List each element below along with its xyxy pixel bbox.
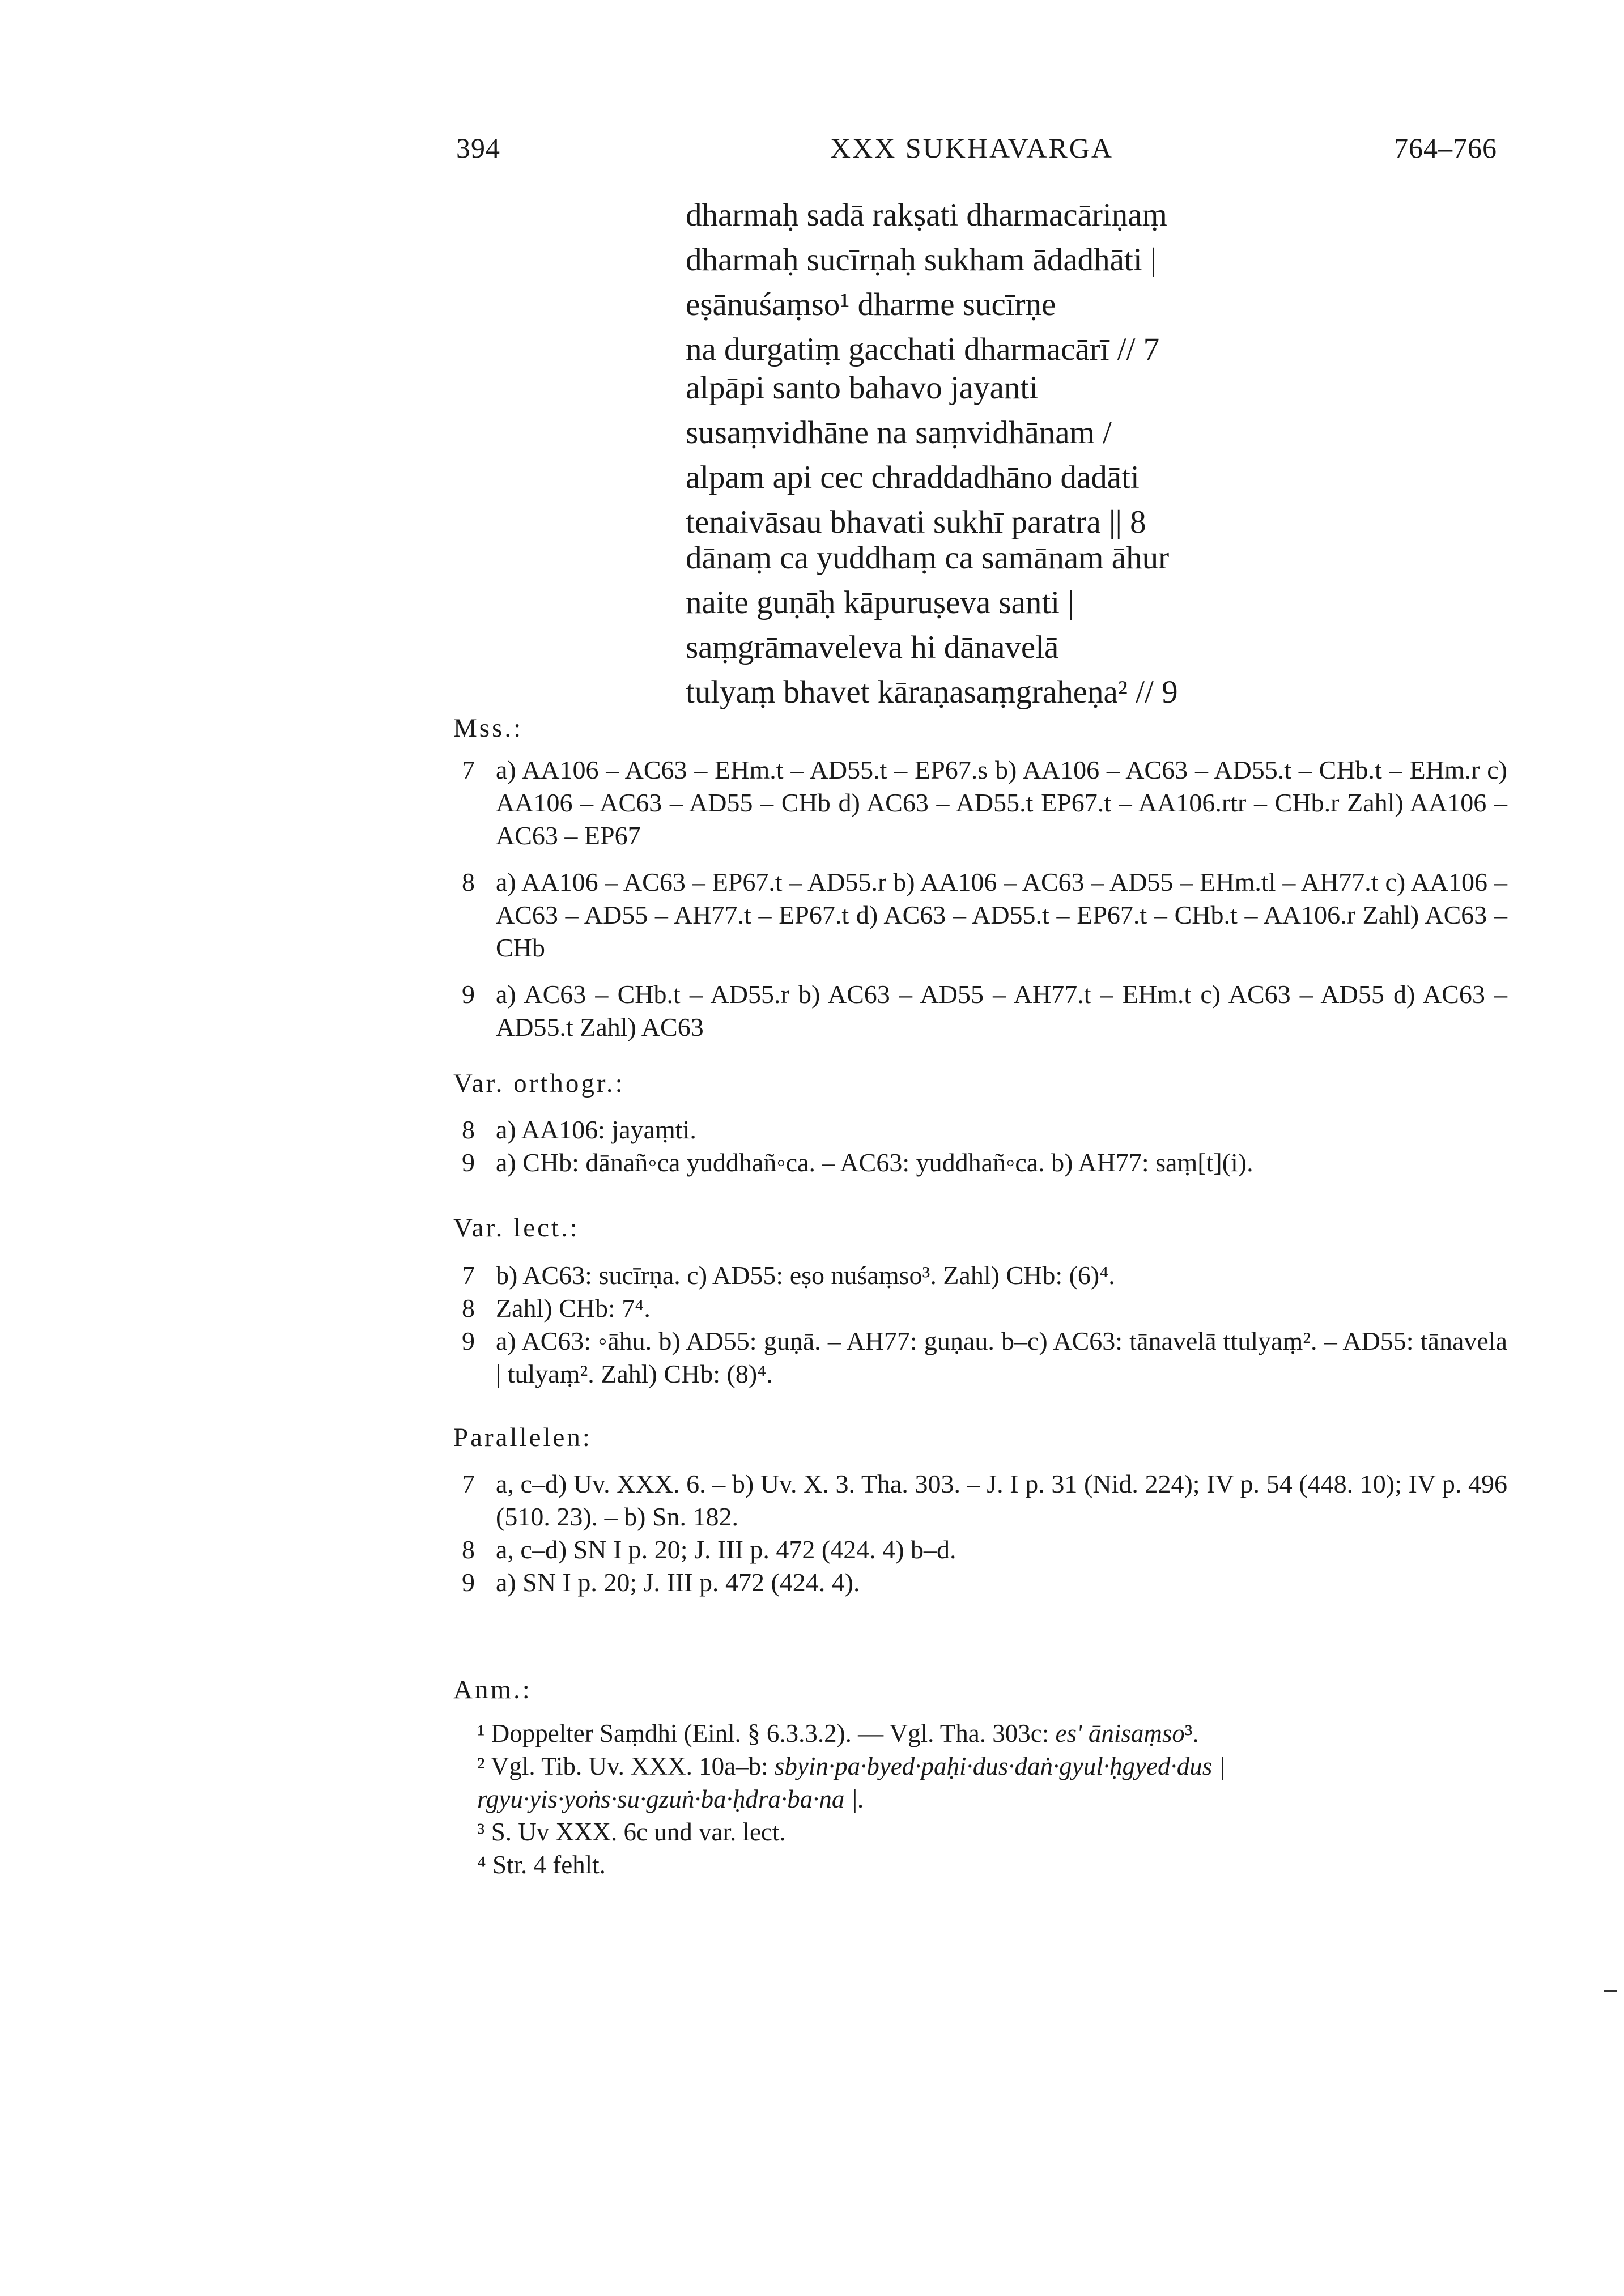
entry-text: a, c–d) SN I p. 20; J. III p. 472 (424. 4) b–d. [496,1535,956,1564]
entry-number: 7 [462,1261,475,1290]
verse-line: dānaṃ ca yuddhaṃ ca samānam āhur [686,540,1170,576]
verse-line: susaṃvidhāne na saṃvidhānam / [686,415,1112,450]
footnote-italic: es' ānisaṃso [1055,1719,1185,1747]
section-heading-var-lect: Var. lect.: [453,1213,580,1243]
footnote-italic: sbyin·pa·byed·paḥi·dus·daṅ·gyul·ḥgyed·dus | rgyu·yis·yoṅs·su·gzuṅ·ba·ḥdra·ba·na |. [477,1752,1226,1813]
entry-text: a) AC63 – CHb.t – AD55.r b) AC63 – AD55 – AH77.t – EHm.t c) AC63 – AD55 d) AC63 – AD55.t Zahl) AC63 [496,980,1507,1041]
apparatus-entry [462,1113,1507,1146]
parallelen-apparatus [462,1468,1507,1599]
apparatus-entry [462,1259,1507,1292]
page-number: 394 [456,132,500,164]
apparatus-entry [462,754,1507,852]
entry-number: 8 [462,868,475,896]
verse-line: dharmaḥ sadā rakṣati dharmacāriṇaṃ [686,197,1167,233]
apparatus-entry [462,1468,1507,1533]
verse-line: naite guṇāḥ kāpuruṣeva santi | [686,585,1074,620]
entry-number: 9 [462,1568,475,1597]
verse-line: eṣānuśaṃso¹ dharme sucīrṇe [686,287,1056,322]
section-heading-mss: Mss.: [453,713,524,743]
verse-line: dharmaḥ sucīrṇaḥ sukham ādadhāti | [686,242,1157,278]
apparatus-entry [462,1292,1507,1325]
apparatus-entry [462,1533,1507,1566]
entry-text: b) AC63: sucīrṇa. c) AD55: eṣo nuśaṃso³. Zahl) CHb: (6)⁴. [496,1261,1115,1290]
apparatus-entry [462,1566,1507,1599]
footnote-text: ² Vgl. Tib. Uv. XXX. 10a–b: [477,1752,775,1780]
verse-line: saṃgrāmaveleva hi dānavelā [686,630,1059,665]
section-heading-var-orthogr: Var. orthogr.: [453,1069,625,1098]
verse-9 [686,535,1178,715]
entry-number: 7 [462,755,475,784]
footnote-3: ³ S. Uv XXX. 6c und var. lect. [477,1818,786,1846]
footnote-text: ¹ Doppelter Saṃdhi (Einl. § 6.3.3.2). — Vgl. Tha. 303c: [477,1719,1056,1747]
verse-range: 764–766 [1394,132,1497,164]
verse-line: alpāpi santo bahavo jayanti [686,370,1039,406]
section-heading-parallelen: Parallelen: [453,1423,592,1452]
entry-number: 8 [462,1294,475,1323]
verse-7 [686,193,1167,372]
entry-number: 9 [462,1148,475,1177]
verse-8 [686,365,1146,545]
entry-text: a) AA106: jayaṃti. [496,1115,696,1144]
entry-text: a) AA106 – AC63 – EHm.t – AD55.t – EP67.s b) AA106 – AC63 – AD55.t – CHb.t – EHm.r c) AA106 – AC63 – AD55 – CHb d) AC63 – AD55.t EP67.t – AA106.rtr – CHb.r Zahl) AA106 – AC63 – EP67 [496,755,1507,850]
entry-text: a) SN I p. 20; J. III p. 472 (424. 4). [496,1568,860,1597]
scan-mark [1604,1990,1617,1992]
entry-text: Zahl) CHb: 7⁴. [496,1294,651,1323]
entry-text: a) CHb: dānañ◦ca yuddhañ◦ca. – AC63: yuddhañ◦ca. b) AH77: saṃ[t](i). [496,1148,1253,1177]
footnote-text: ³. [1184,1719,1199,1747]
verse-line: tenaivāsau bhavati sukhī paratra || 8 [686,504,1146,540]
chapter-title: XXX SUKHAVARGA [830,132,1113,164]
footnote-1 [453,1717,1507,1750]
apparatus-entry [462,1325,1507,1391]
entry-text: a, c–d) Uv. XXX. 6. – b) Uv. X. 3. Tha. 303. – J. I p. 31 (Nid. 224); IV p. 54 (448. 10); IV p. 496 (510. 23). – b) Sn. 182. [496,1469,1507,1531]
apparatus-entry [462,866,1507,964]
verse-line: na durgatiṃ gacchati dharmacārī // 7 [686,331,1160,367]
entry-number: 8 [462,1535,475,1564]
mss-apparatus [462,754,1507,1057]
entry-number: 8 [462,1115,475,1144]
verse-line: alpam api cec chraddadhāno dadāti [686,460,1140,495]
entry-text: a) AC63: ◦āhu. b) AD55: guṇā. – AH77: guṇau. b–c) AC63: tānavelā ttulyaṃ². – AD55: tānavela | tulyaṃ². Zahl) CHb: (8)⁴. [496,1326,1507,1388]
var-lect-apparatus [462,1259,1507,1391]
entry-number: 9 [462,980,475,1009]
entry-number: 9 [462,1326,475,1355]
section-heading-anm: Anm.: [453,1675,532,1704]
apparatus-entry [462,978,1507,1044]
footnotes [453,1717,1507,1881]
var-orthogr-apparatus [462,1113,1507,1179]
entry-text: a) AA106 – AC63 – EP67.t – AD55.r b) AA106 – AC63 – AD55 – EHm.tl – AH77.t c) AA106 – AC63 – AD55 – AH77.t – EP67.t d) AC63 – AD55.t – EP67.t – CHb.t – AA106.r Zahl) AC63 – CHb [496,868,1507,962]
footnote-4: ⁴ Str. 4 fehlt. [477,1851,606,1879]
entry-number: 7 [462,1469,475,1498]
apparatus-entry [462,1146,1507,1179]
verse-line: tulyaṃ bhavet kāraṇasaṃgraheṇa² // 9 [686,674,1178,710]
footnote-2 [453,1750,1507,1815]
